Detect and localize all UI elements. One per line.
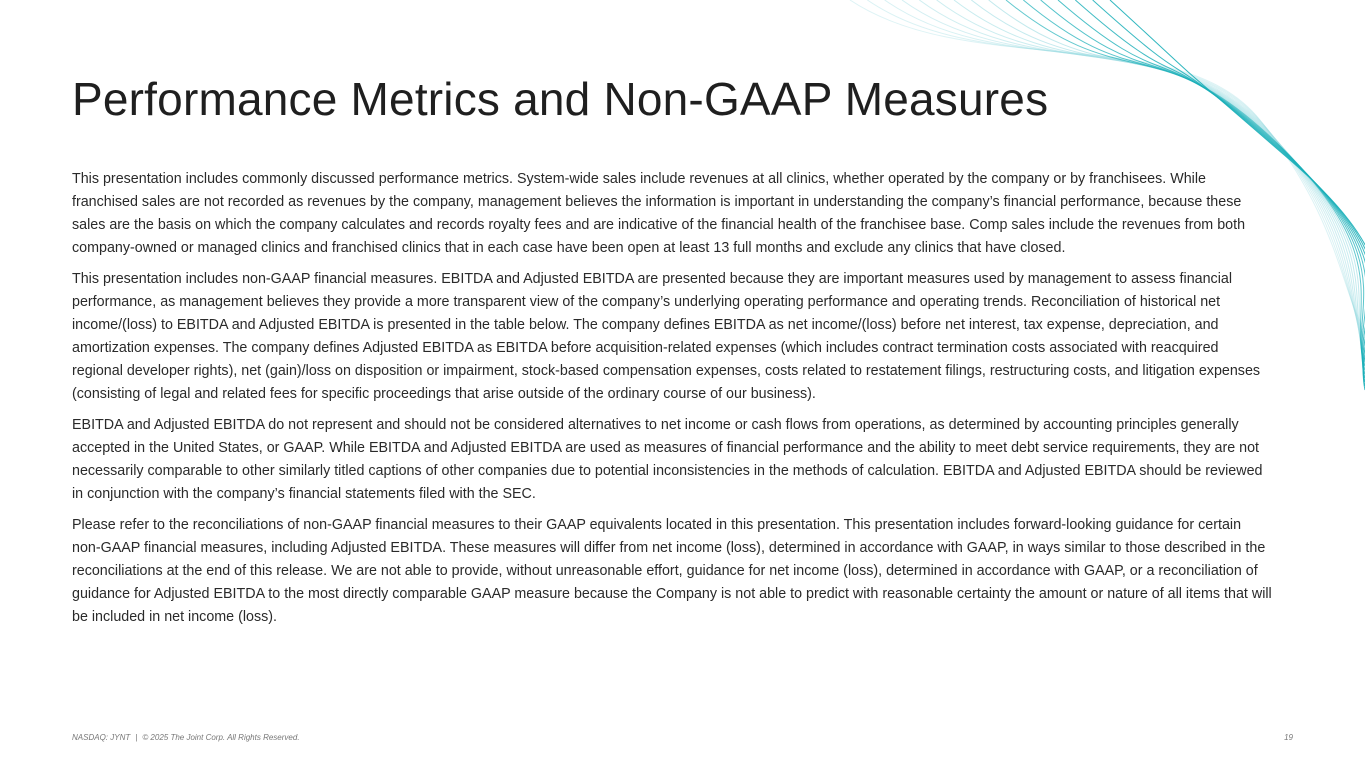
footer-ticker: NASDAQ: JYNT bbox=[72, 733, 131, 742]
footer-separator: | bbox=[135, 733, 138, 742]
footer-copyright-text: © 2025 The Joint Corp. All Rights Reserved. bbox=[142, 733, 300, 742]
paragraph-ebitda-disclaimer: EBITDA and Adjusted EBITDA do not represent and should not be considered alternatives to net income or cash flows from operations, as determined by accounting principles generally accepted in the United States, or GAAP. While EBITDA and Adjusted EBITDA are used as measures of financial performance and the ability to meet debt service requirements, they are not necessarily comparable to other similarly titled captions of other companies due to potential inconsistencies in the methods of calculation. EBITDA and Adjusted EBITDA should be reviewed in conjunction with the company’s financial statements filed with the SEC. bbox=[72, 417, 1263, 502]
paragraph-non-gaap-measures: This presentation includes non-GAAP financial measures. EBITDA and Adjusted EBITDA are presented because they are important measures used by management to assess financial performance, as management believes they provide a more transparent view of the company’s underlying operating performance and operating trends. Reconciliation of historical net income/(loss) to EBITDA and Adjusted EBITDA is presented in the table below. The company defines EBITDA as net income/(loss) before net interest, tax expense, depreciation, and amortization expenses. The company defines Adjusted EBITDA as EBITDA before acquisition-related expenses (which includes contract termination costs associated with reacquired regional developer rights), net (gain)/loss on disposition or impairment, stock-based compensation expenses, costs related to restatement filings, restructuring costs, and litigation expenses (consisting of legal and related fees for specific proceedings that arise outside of the ordinary course of our business). bbox=[72, 271, 1261, 402]
page-title: Performance Metrics and Non-GAAP Measures bbox=[72, 73, 1049, 125]
paragraph-reconciliation-note: Please refer to the reconciliations of non-GAAP financial measures to their GAAP equivalents located in this presentation. This presentation includes forward-looking guidance for certain non-GAAP financial measures, including Adjusted EBITDA. These measures will differ from net income (loss), determined in accordance with GAAP, in ways similar to those described in the reconciliations at the end of this release. We are not able to provide, without unreasonable effort, guidance for net income (loss), determined in accordance with GAAP, or a reconciliation of guidance for Adjusted EBITDA to the most directly comparable GAAP measure because the Company is not able to predict with reasonable certainty the amount or nature of all items that will be included in net income (loss). bbox=[72, 517, 1272, 625]
footer-copyright bbox=[72, 733, 300, 742]
body-text bbox=[72, 168, 1272, 637]
page-number: 19 bbox=[1284, 733, 1293, 742]
paragraph-performance-metrics: This presentation includes commonly discussed performance metrics. System-wide sales include revenues at all clinics, whether operated by the company or by franchisees. While franchised sales are not recorded as revenues by the company, management believes the information is important in understanding the company’s financial performance, because these sales are the basis on which the company calculates and records royalty fees and are indicative of the financial health of the franchisee base. Comp sales include the revenues from both company-owned or managed clinics and franchised clinics that in each case have been open at least 13 full months and exclude any clinics that have closed. bbox=[72, 171, 1246, 256]
